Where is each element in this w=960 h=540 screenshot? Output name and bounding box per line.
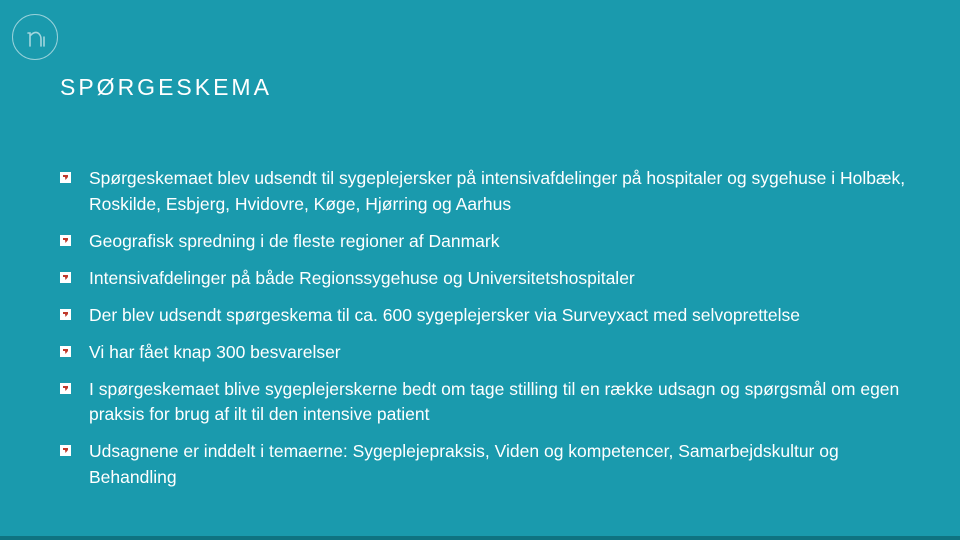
slide-title: SPØRGESKEMA [60,74,272,100]
red-marker-bullet-icon [60,309,71,320]
list-item [60,229,920,255]
bullet-text: Der blev udsendt spørgeskema til ca. 600 sygeplejersker via Surveyxact med selvoprettelse [89,304,801,325]
list-item [60,340,920,366]
red-marker-bullet-icon [60,346,71,357]
bottom-bar [0,536,960,540]
bullet-text: I spørgeskemaet blive sygeplejerskerne bedt om tage stilling til en række udsagn og spørgsmål om egen praksis for brug af ilt til den intensive patient [89,378,900,424]
red-marker-bullet-icon [60,235,71,246]
bullet-text: Vi har fået knap 300 besvarelser [89,341,341,362]
list-item [60,303,920,329]
bullet-text: Spørgeskemaet blev udsendt til sygeplejersker på intensivafdelinger på hospitaler og sygehuse i Holbæk, Roskilde, Esbjerg, Hvidovre, Køge, Hjørring og Aarhus [89,168,906,214]
list-item [60,439,920,490]
n-logo-icon [12,14,58,60]
red-marker-bullet-icon [60,272,71,283]
list-item [60,166,920,217]
bullet-text: Udsagnene er inddelt i temaerne: Sygeplejepraksis, Viden og kompetencer, Samarbejdskultur og Behandling [89,441,839,487]
bullet-text: Geografisk spredning i de fleste regioner af Danmark [89,230,500,251]
bullet-text: Intensivafdelinger på både Regionssygehuse og Universitetshospitaler [89,267,635,288]
red-marker-bullet-icon [60,445,71,456]
list-item [60,266,920,292]
list-item [60,377,920,428]
red-marker-bullet-icon [60,172,71,183]
red-marker-bullet-icon [60,383,71,394]
bullet-list [60,166,920,502]
